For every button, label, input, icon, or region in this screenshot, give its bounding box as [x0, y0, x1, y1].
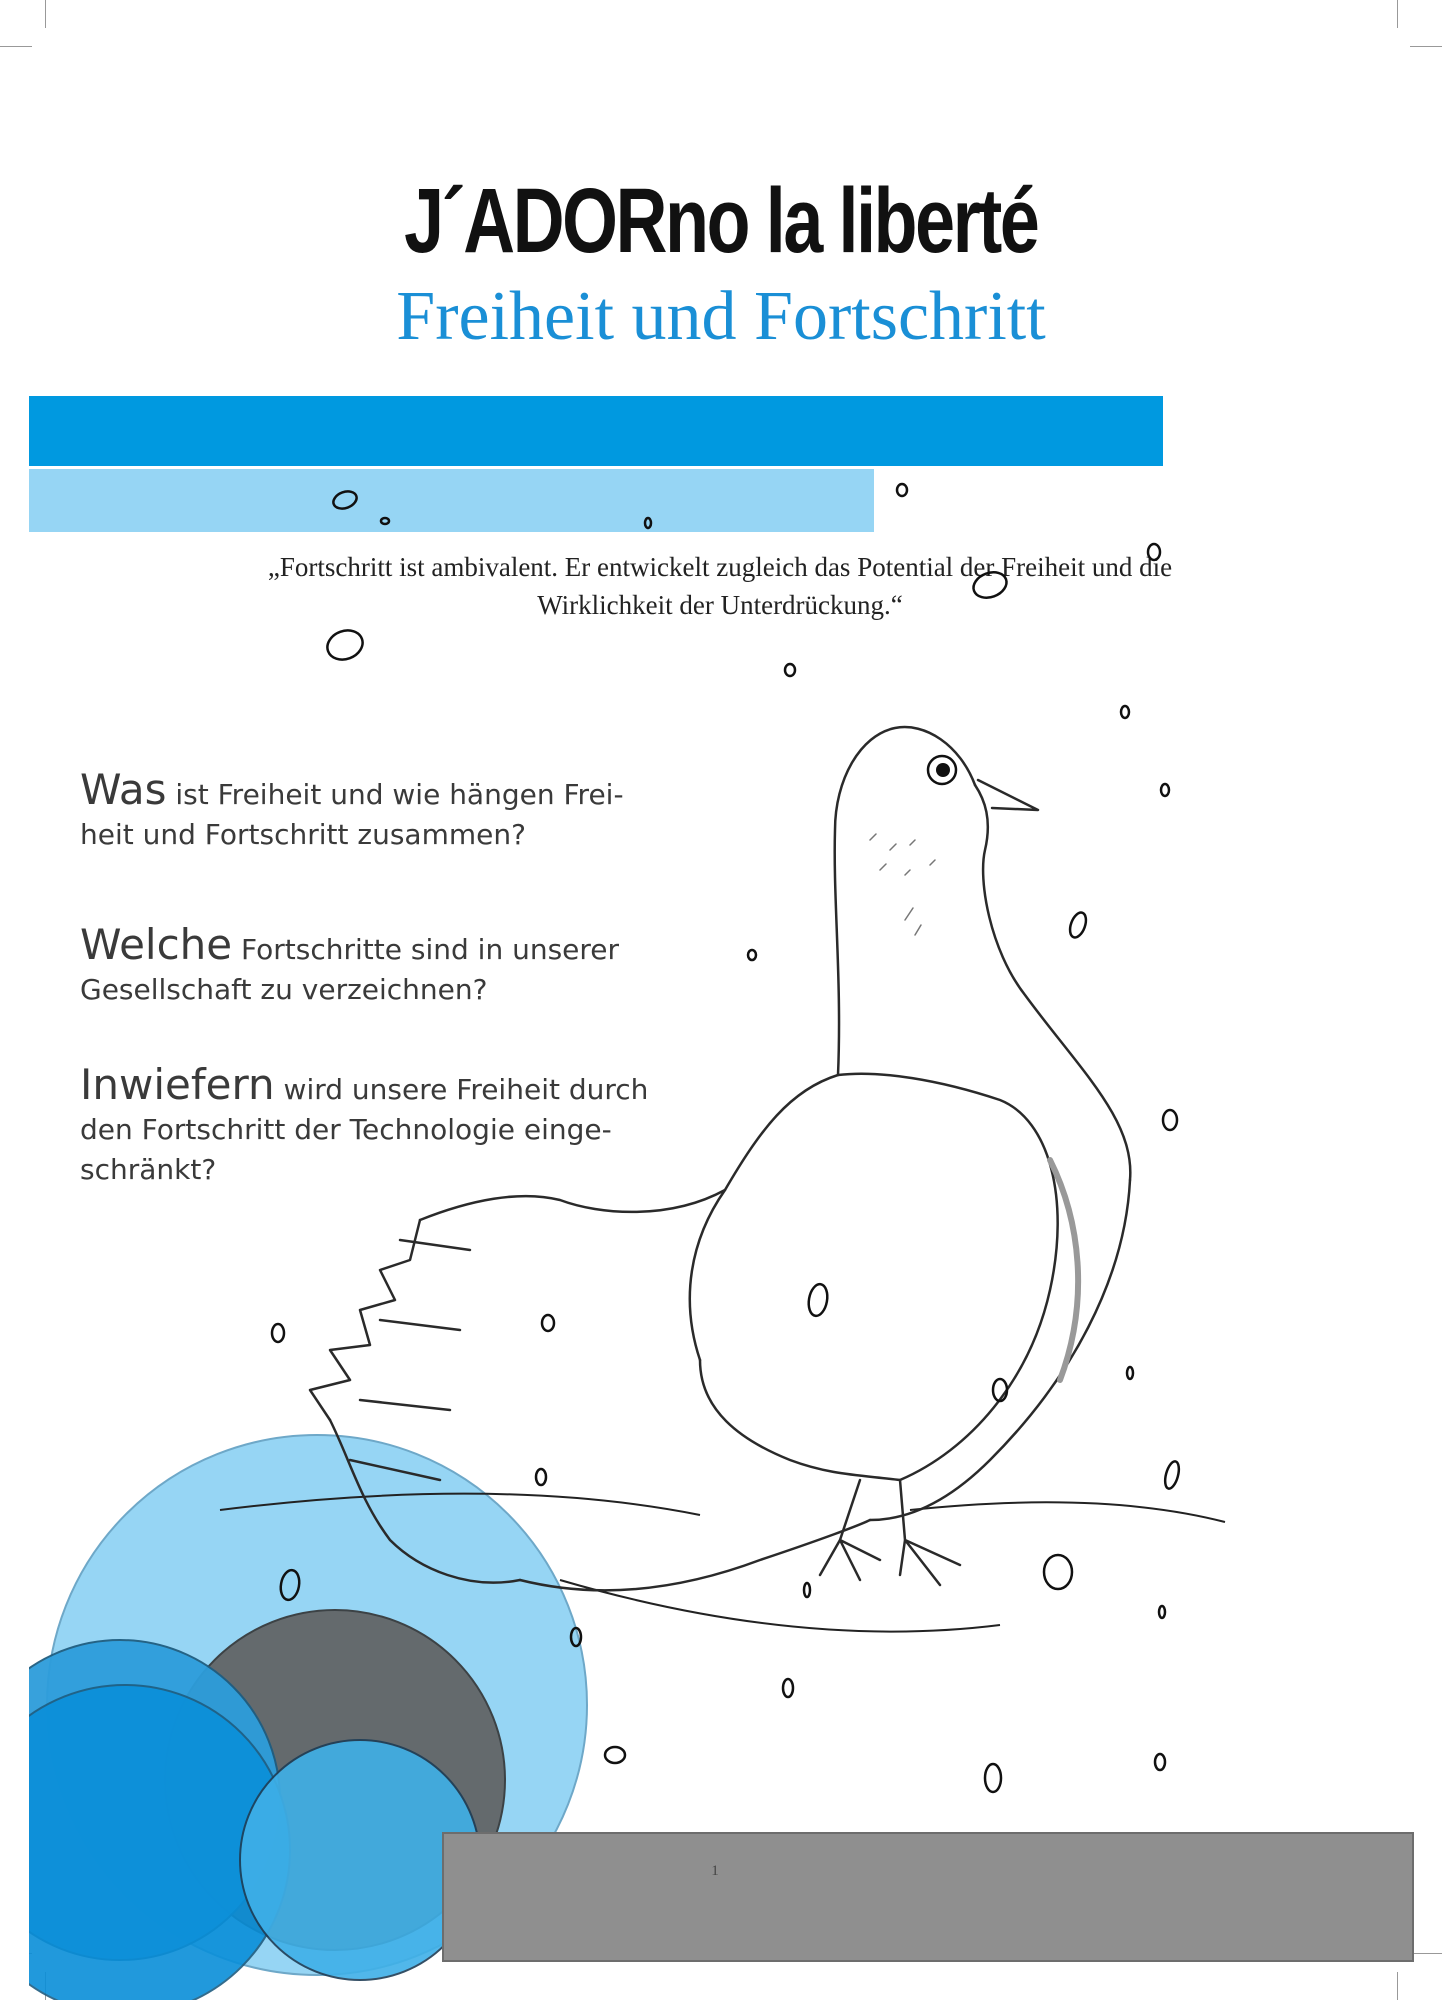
- footer-bar: [442, 1832, 1414, 1962]
- quote-line: Wirklichkeit der Unterdrückung.“: [537, 590, 903, 620]
- question-lead: Inwiefern: [80, 1060, 275, 1109]
- question-text: ist Freiheit und wie hängen Frei-: [166, 778, 624, 811]
- question-technology-restriction: [80, 1060, 730, 1190]
- page-title: J´ADORno la liberté: [404, 170, 1038, 272]
- page-number: 1: [711, 1863, 719, 1879]
- question-text: schränkt?: [80, 1153, 217, 1186]
- page-subtitle: Freiheit und Fortschritt: [396, 278, 1046, 355]
- question-text: Gesellschaft zu verzeichnen?: [80, 973, 488, 1006]
- question-lead: Welche: [80, 920, 233, 969]
- question-which-progress: [80, 920, 730, 1010]
- question-text: heit und Fortschritt zusammen?: [80, 818, 526, 851]
- quote-line: „Fortschritt ist ambivalent. Er entwickelt zugleich das Potential der Freiheit und die: [267, 552, 1173, 582]
- question-text: Fortschritte sind in unserer: [232, 933, 620, 966]
- question-text: wird unsere Freiheit durch: [274, 1073, 649, 1106]
- question-text: den Fortschritt der Technologie einge-: [80, 1113, 612, 1146]
- question-lead: Was: [80, 765, 167, 814]
- question-what-is-freedom: [80, 765, 730, 855]
